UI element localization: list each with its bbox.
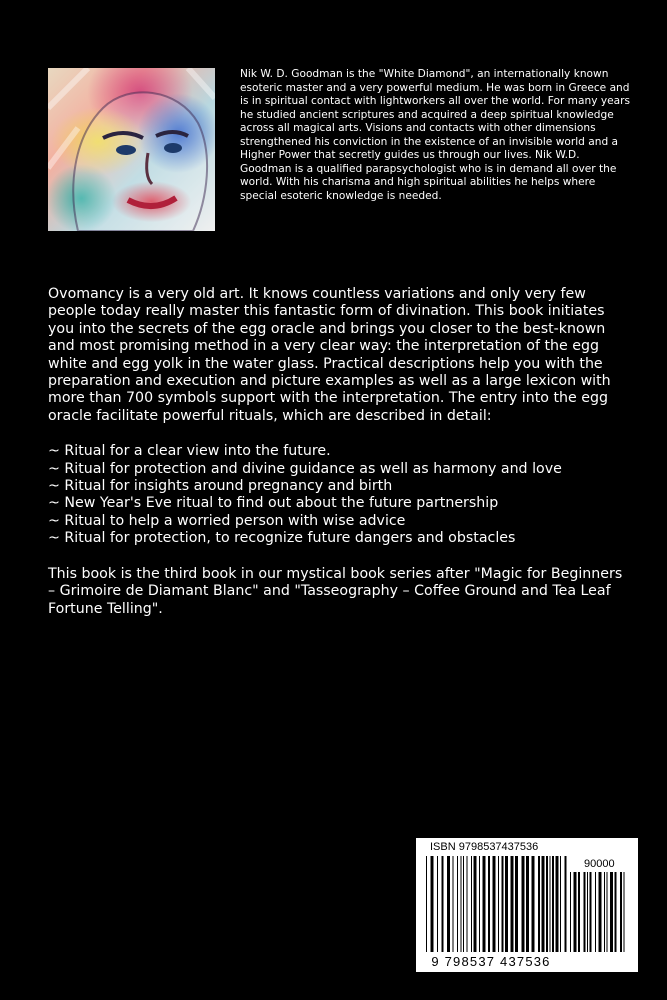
author-photo: [48, 68, 215, 231]
barcode-bar: [467, 856, 468, 952]
barcode-bar: [604, 872, 605, 952]
barcode-bar: [431, 856, 434, 952]
barcode-bar: [587, 872, 588, 952]
barcode-bar: [542, 856, 545, 952]
ritual-item: ~ Ritual to help a worried person with wise advice: [48, 512, 406, 529]
ritual-item: ~ Ritual for protection and divine guidance as well as harmony and love: [48, 460, 562, 477]
barcode-number: 9 798537 437536: [431, 954, 551, 969]
barcode-bar: [550, 856, 551, 952]
description-outro: This book is the third book in our mystical book series after "Magic for Beginners – Grimoire de Diamant Blanc" and "Tasseography – Coffee Ground and Tea Leaf Fortune Telling".: [48, 565, 623, 617]
isbn-label: ISBN 9798537437536: [430, 841, 539, 853]
barcode-bar: [556, 856, 559, 952]
barcode-bar: [607, 872, 608, 952]
barcode-bar: [505, 856, 508, 952]
barcode-bar: [610, 872, 613, 952]
barcode-bar: [546, 856, 548, 952]
barcode-bar: [488, 856, 490, 952]
portrait-illustration: [48, 68, 215, 231]
barcode-bar: [453, 856, 454, 952]
barcode-bar: [463, 856, 464, 952]
barcode-bar: [552, 856, 554, 952]
barcode-bar: [479, 856, 480, 952]
ritual-item: ~ Ritual for insights around pregnancy and birth: [48, 478, 393, 495]
barcode-bar: [590, 872, 592, 952]
barcode-bar: [560, 856, 561, 952]
barcode-bar: [461, 856, 462, 952]
barcode-bar: [526, 856, 529, 952]
book-description: [48, 286, 626, 636]
barcode-bar: [426, 856, 427, 952]
barcode-bar: [595, 872, 596, 952]
barcode-bar: [574, 872, 577, 952]
barcode-addon-bars: [570, 872, 628, 952]
isbn-barcode: [416, 838, 638, 972]
barcode-bar: [502, 856, 504, 952]
barcode-bar: [584, 872, 586, 952]
barcode-bar: [599, 872, 602, 952]
barcode-bar: [483, 856, 486, 952]
barcode-bar: [578, 872, 580, 952]
barcode-bar: [515, 856, 518, 952]
barcode-bars: [426, 856, 568, 952]
ritual-list: [48, 443, 626, 547]
barcode-bar: [447, 856, 450, 952]
barcode-bar: [442, 856, 444, 952]
description-intro: Ovomancy is a very old art. It knows countless variations and only very few people today really master this fantastic form of divination. This book initiates you into the secrets of the egg oracle and brings you closer to the best-known and most promising method in a very clear way: the interpretation of the egg white and egg yolk in the water glass. Practical descriptions help you with the preparation and execution and picture examples as well as a large lexicon with more than 700 symbols support with the interpretation. The entry into the egg oracle facilitate powerful rituals, which are described in detail:: [48, 286, 611, 424]
ritual-item: ~ Ritual for protection, to recognize future dangers and obstacles: [48, 530, 516, 547]
barcode-bar: [565, 856, 567, 952]
barcode-bar: [457, 856, 458, 952]
barcode-bar: [474, 856, 477, 952]
barcode-bar: [615, 872, 617, 952]
barcode-bar: [498, 856, 499, 952]
barcode-addon-number: 90000: [584, 858, 615, 870]
barcode-bar: [538, 856, 540, 952]
author-bio: Nik W. D. Goodman is the "White Diamond", an internationally known esoteric master and a very powerful medium. He was born in Greece and is in spiritual contact with lightworkers all over the world. For many years he studied ancient scriptures and acquired a deep spiritual knowledge across all magical arts. Visions and contacts with other dimensions strengthened his conviction in the existence of an invisible world and a Higher Power that secretly guides us through our lives. Nik W.D. Goodman is a qualified parapsychologist who is in demand all over the world. With his charisma and high spiritual abilities he helps where special esoteric knowledge is needed.: [240, 68, 630, 202]
barcode-bar: [493, 856, 496, 952]
barcode-bar: [624, 872, 625, 952]
ritual-item: ~ New Year's Eve ritual to find out about the future partnership: [48, 495, 499, 512]
barcode-bar: [532, 856, 535, 952]
barcode-bar: [471, 856, 472, 952]
barcode-bar: [437, 856, 438, 952]
barcode-bar: [570, 872, 571, 952]
barcode-bar: [511, 856, 514, 952]
barcode-bar: [522, 856, 525, 952]
ritual-item: ~ Ritual for a clear view into the future.: [48, 443, 331, 460]
barcode-bar: [620, 872, 622, 952]
